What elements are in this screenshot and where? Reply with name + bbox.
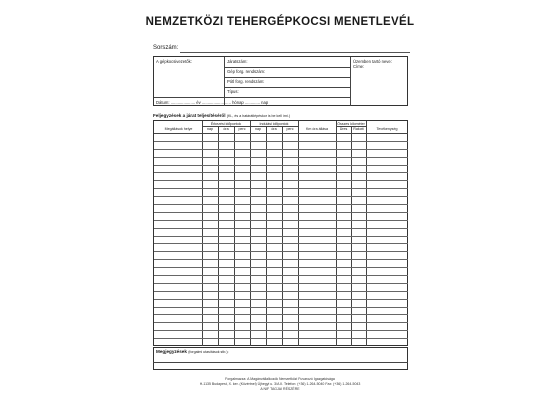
table-column-divider [202,121,203,346]
table-row [154,228,408,229]
table-row [154,314,408,315]
col-total-km: Összes kilométer [337,122,365,126]
notes-hint: (forgalmi utasítások stb.): [188,350,229,354]
table-row [154,172,408,173]
footer-line-1: Forgalmazza: A Magánvállalkozók Nemzetközi Fuvarozó Igazgatósága [225,377,335,381]
col-km: Km óra állása [306,127,328,131]
serial-number-field[interactable] [180,52,410,53]
table-row [154,204,408,205]
col-arrival-hour: óra [223,127,229,131]
table-row [154,338,408,339]
table-row [154,149,408,150]
notes-divider [153,362,408,363]
table-row [154,330,408,331]
notes-label [156,349,229,354]
col-arrival: Érkezési időpontok [210,122,242,126]
table-row [154,196,408,197]
footer-line-3: A NIF TAGJAI RÉSZÉRE [260,387,300,391]
col-departure: Indulási időpontok [259,122,289,126]
table-subheader-line [250,126,298,127]
table-row [154,220,408,221]
trip-log-table [153,120,408,346]
table-row [154,165,408,166]
col-empty: Üres [339,127,348,131]
table-column-divider [298,121,299,346]
table-row [154,188,408,189]
table-row [154,157,408,158]
trailer-plate-label: Pótl forg. rendszám: [227,79,265,84]
table-row [154,180,408,181]
table-row [154,243,408,244]
table-row [154,291,408,292]
section-title [153,113,290,118]
section-note: (Ki-, és a határátlépéskor is be kell írni.) [226,114,291,118]
trip-header-box [153,56,408,106]
operator-address-label: Címe: [353,64,365,69]
col-arrival-day: nap [207,127,213,131]
table-row [154,299,408,300]
date-label: Dátum: ..................... év ......................... hónap ............. nap [156,100,269,105]
col-departure-minute: perc [286,127,294,131]
col-departure-hour: óra [271,127,277,131]
document-title: NEMZETKÖZI TEHERGÉPKOCSI MENETLEVÉL [145,16,415,28]
table-header-line [154,133,408,134]
trip-number-label: Járatszám: [227,59,248,64]
table-row [154,307,408,308]
table-row [154,236,408,237]
operator-name-label: Üzemben tartó neve: [353,59,392,64]
table-row [154,251,408,252]
type-label: Típus: [227,89,239,94]
vehicle-plate-label: Gép forg. rendszám: [227,69,266,74]
table-column-divider [336,121,337,346]
footer-line-2: H-1135 Budapest, X. ker. (Közértnel) Újhegyi u. 3/A II. Telefon: (+36) 1-264-5040 Fax: (+36) 1-264-5043 [199,382,361,386]
driver-label: A gépkocsivezetők: [156,59,192,64]
section-title-text: Feljegyzések a járat teljesítéséről [153,113,226,118]
col-activity: Tevékenység [376,127,398,131]
col-loaded: Rakott [353,127,364,131]
serial-number-label: Sorszám: [153,45,179,51]
col-arrival-minute: perc [238,127,246,131]
table-subheader-line [336,126,366,127]
table-row [154,322,408,323]
notes-label-text: Megjegyzések [156,349,187,354]
table-row [154,141,408,142]
table-row [154,267,408,268]
table-row [154,212,408,213]
table-subheader-line [202,126,250,127]
col-departure-day: nap [255,127,261,131]
table-row [154,259,408,260]
table-row [154,275,408,276]
table-column-divider [250,121,251,346]
table-column-divider [366,121,367,346]
col-stops: Megállások helye [164,127,193,131]
table-row [154,283,408,284]
